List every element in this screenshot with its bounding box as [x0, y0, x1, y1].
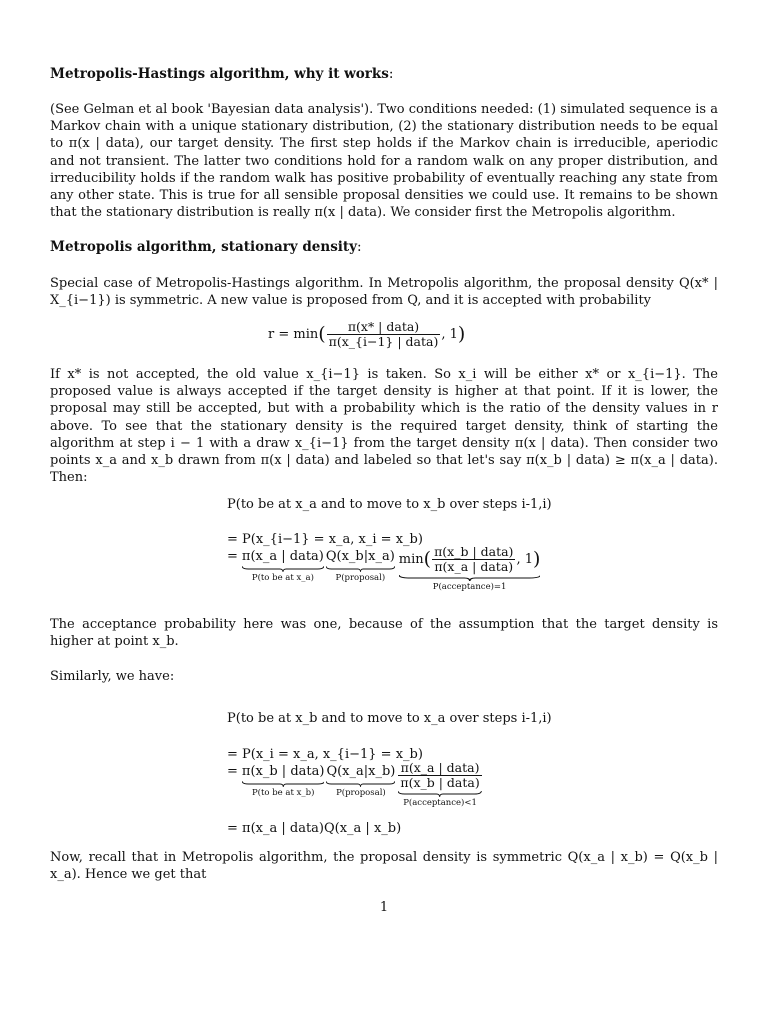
eq-sign: = — [227, 549, 238, 564]
derivation1-line3 — [227, 544, 541, 592]
ratio-denominator: π(x_a | data) — [432, 559, 515, 574]
eq-r-fraction — [327, 320, 441, 349]
term-label: P(acceptance)=1 — [432, 582, 507, 592]
special-case-paragraph: Special case of Metropolis-Hastings algorithm. In Metropolis algorithm, the proposal density Q(x* | X_{i−1}) is symmetric. A new value is proposed from Q, and it is accepted with probability — [50, 276, 718, 309]
term-label: P(proposal) — [335, 573, 386, 584]
intro-paragraph: (See Gelman et al book 'Bayesian data analysis'). Two conditions needed: (1) simulated sequence is a Markov chain with a unique stationary distribution, (2) the stationary distribution needs to be equal to π(x | data), our target density. The first step holds if the Markov chain is irreducible, aperiodic and not transient. The latter two conditions hold for a random walk on any proper distribution, and irreducibility holds if the random walk has positive probability of eventually reaching any state from any other state. This is true for all sensible proposal densities we could use. It remains to be shown that the stationary distribution is really π(x | data). We consider first the Metropolis algorithm. — [50, 102, 718, 221]
term-text: π(x_a | data) — [241, 549, 324, 564]
page-number: 1 — [379, 900, 389, 915]
min-label: min — [398, 552, 424, 567]
term-label: P(to be at x_b) — [251, 788, 315, 799]
underbrace-term-2 — [326, 548, 395, 583]
derivation2-line2: = P(x_i = x_a, x_{i−1} = x_b) — [227, 747, 423, 762]
heading-colon: : — [357, 239, 362, 255]
eq-r-lhs: r = min — [268, 327, 319, 342]
term-label: P(acceptance)<1 — [403, 798, 477, 808]
underbrace-term-1 — [242, 548, 324, 583]
ratio-denominator: π(x_b | data) — [400, 775, 480, 790]
equation-r: r = min( $\frac{\text{π(x* | data)}}{\text{π(x\_\{i−1\} | data)}}$ , 1) — [268, 319, 466, 349]
term-text: π(x_b | data) — [241, 764, 325, 779]
derivation2-line4: = π(x_a | data)Q(x_a | x_b) — [227, 821, 402, 836]
heading-text: Metropolis algorithm, stationary density — [50, 239, 358, 255]
underbrace-term-3 — [398, 761, 481, 808]
symmetric-proposal-paragraph: Now, recall that in Metropolis algorithm, the proposal density is symmetric Q(x_a | x_b) = Q(x_b | x_a). Hence we get that — [50, 850, 718, 883]
heading-colon: : — [388, 66, 394, 82]
heading-text: Metropolis-Hastings algorithm, why it works — [50, 66, 389, 82]
eq-r-numerator: π(x* | data) — [347, 319, 420, 334]
derivation1-line1: P(to be at x_a and to move to x_b over steps i-1,i) — [227, 497, 552, 512]
derivation1-line2: = P(x_{i−1} = x_a, x_i = x_b) — [227, 532, 423, 547]
derivation2-line3 — [227, 760, 482, 808]
eq-r-tail: , 1 — [441, 327, 458, 342]
eq-sign: = — [227, 764, 238, 779]
ratio-numerator: π(x_b | data) — [434, 544, 514, 559]
term-label: P(proposal) — [336, 788, 386, 799]
ratio-fraction — [432, 545, 515, 574]
term-text: Q(x_b|x_a) — [325, 549, 395, 564]
similarly-paragraph: Similarly, we have: — [50, 669, 175, 684]
section-heading-metropolis — [50, 239, 718, 256]
ratio-fraction — [398, 761, 481, 790]
underbrace-term-2 — [326, 763, 395, 798]
min-tail: , 1 — [516, 552, 533, 567]
eq-r-denominator: π(x_{i−1} | data) — [328, 334, 439, 349]
section-heading-mh — [50, 66, 718, 83]
acceptance-paragraph: If x* is not accepted, the old value x_{i−1} is taken. So x_i will be either x* or x_{i−1}. The proposed value is always accepted if the target density is higher at that point. If it is lower, the proposal may still be accepted, but with a probability which is the ratio of the density values in r above. To see that the stationary density is the required target density, think of starting the algorithm at step i − 1 with a draw x_{i−1} from the target density π(x | data). Then consider two points x_a and x_b drawn from π(x | data) and labeled so that let's say π(x_b | data) ≥ π(x_a | data). Then: — [50, 367, 718, 486]
term-text: Q(x_a|x_b) — [326, 764, 396, 779]
acceptance-note-paragraph: The acceptance probability here was one, because of the assumption that the target density is higher at point x_b. — [50, 617, 718, 650]
underbrace-term-1 — [242, 763, 325, 798]
derivation2-line1: P(to be at x_b and to move to x_a over steps i-1,i) — [227, 711, 552, 726]
underbrace-term-3: min( $\frac{\text{π(x\_b | data)}}{\text{π(x\_a | data)}}$ , 1) P(acceptance)=1 — [398, 544, 541, 592]
ratio-numerator: π(x_a | data) — [400, 760, 480, 775]
term-label: P(to be at x_a) — [251, 573, 314, 584]
